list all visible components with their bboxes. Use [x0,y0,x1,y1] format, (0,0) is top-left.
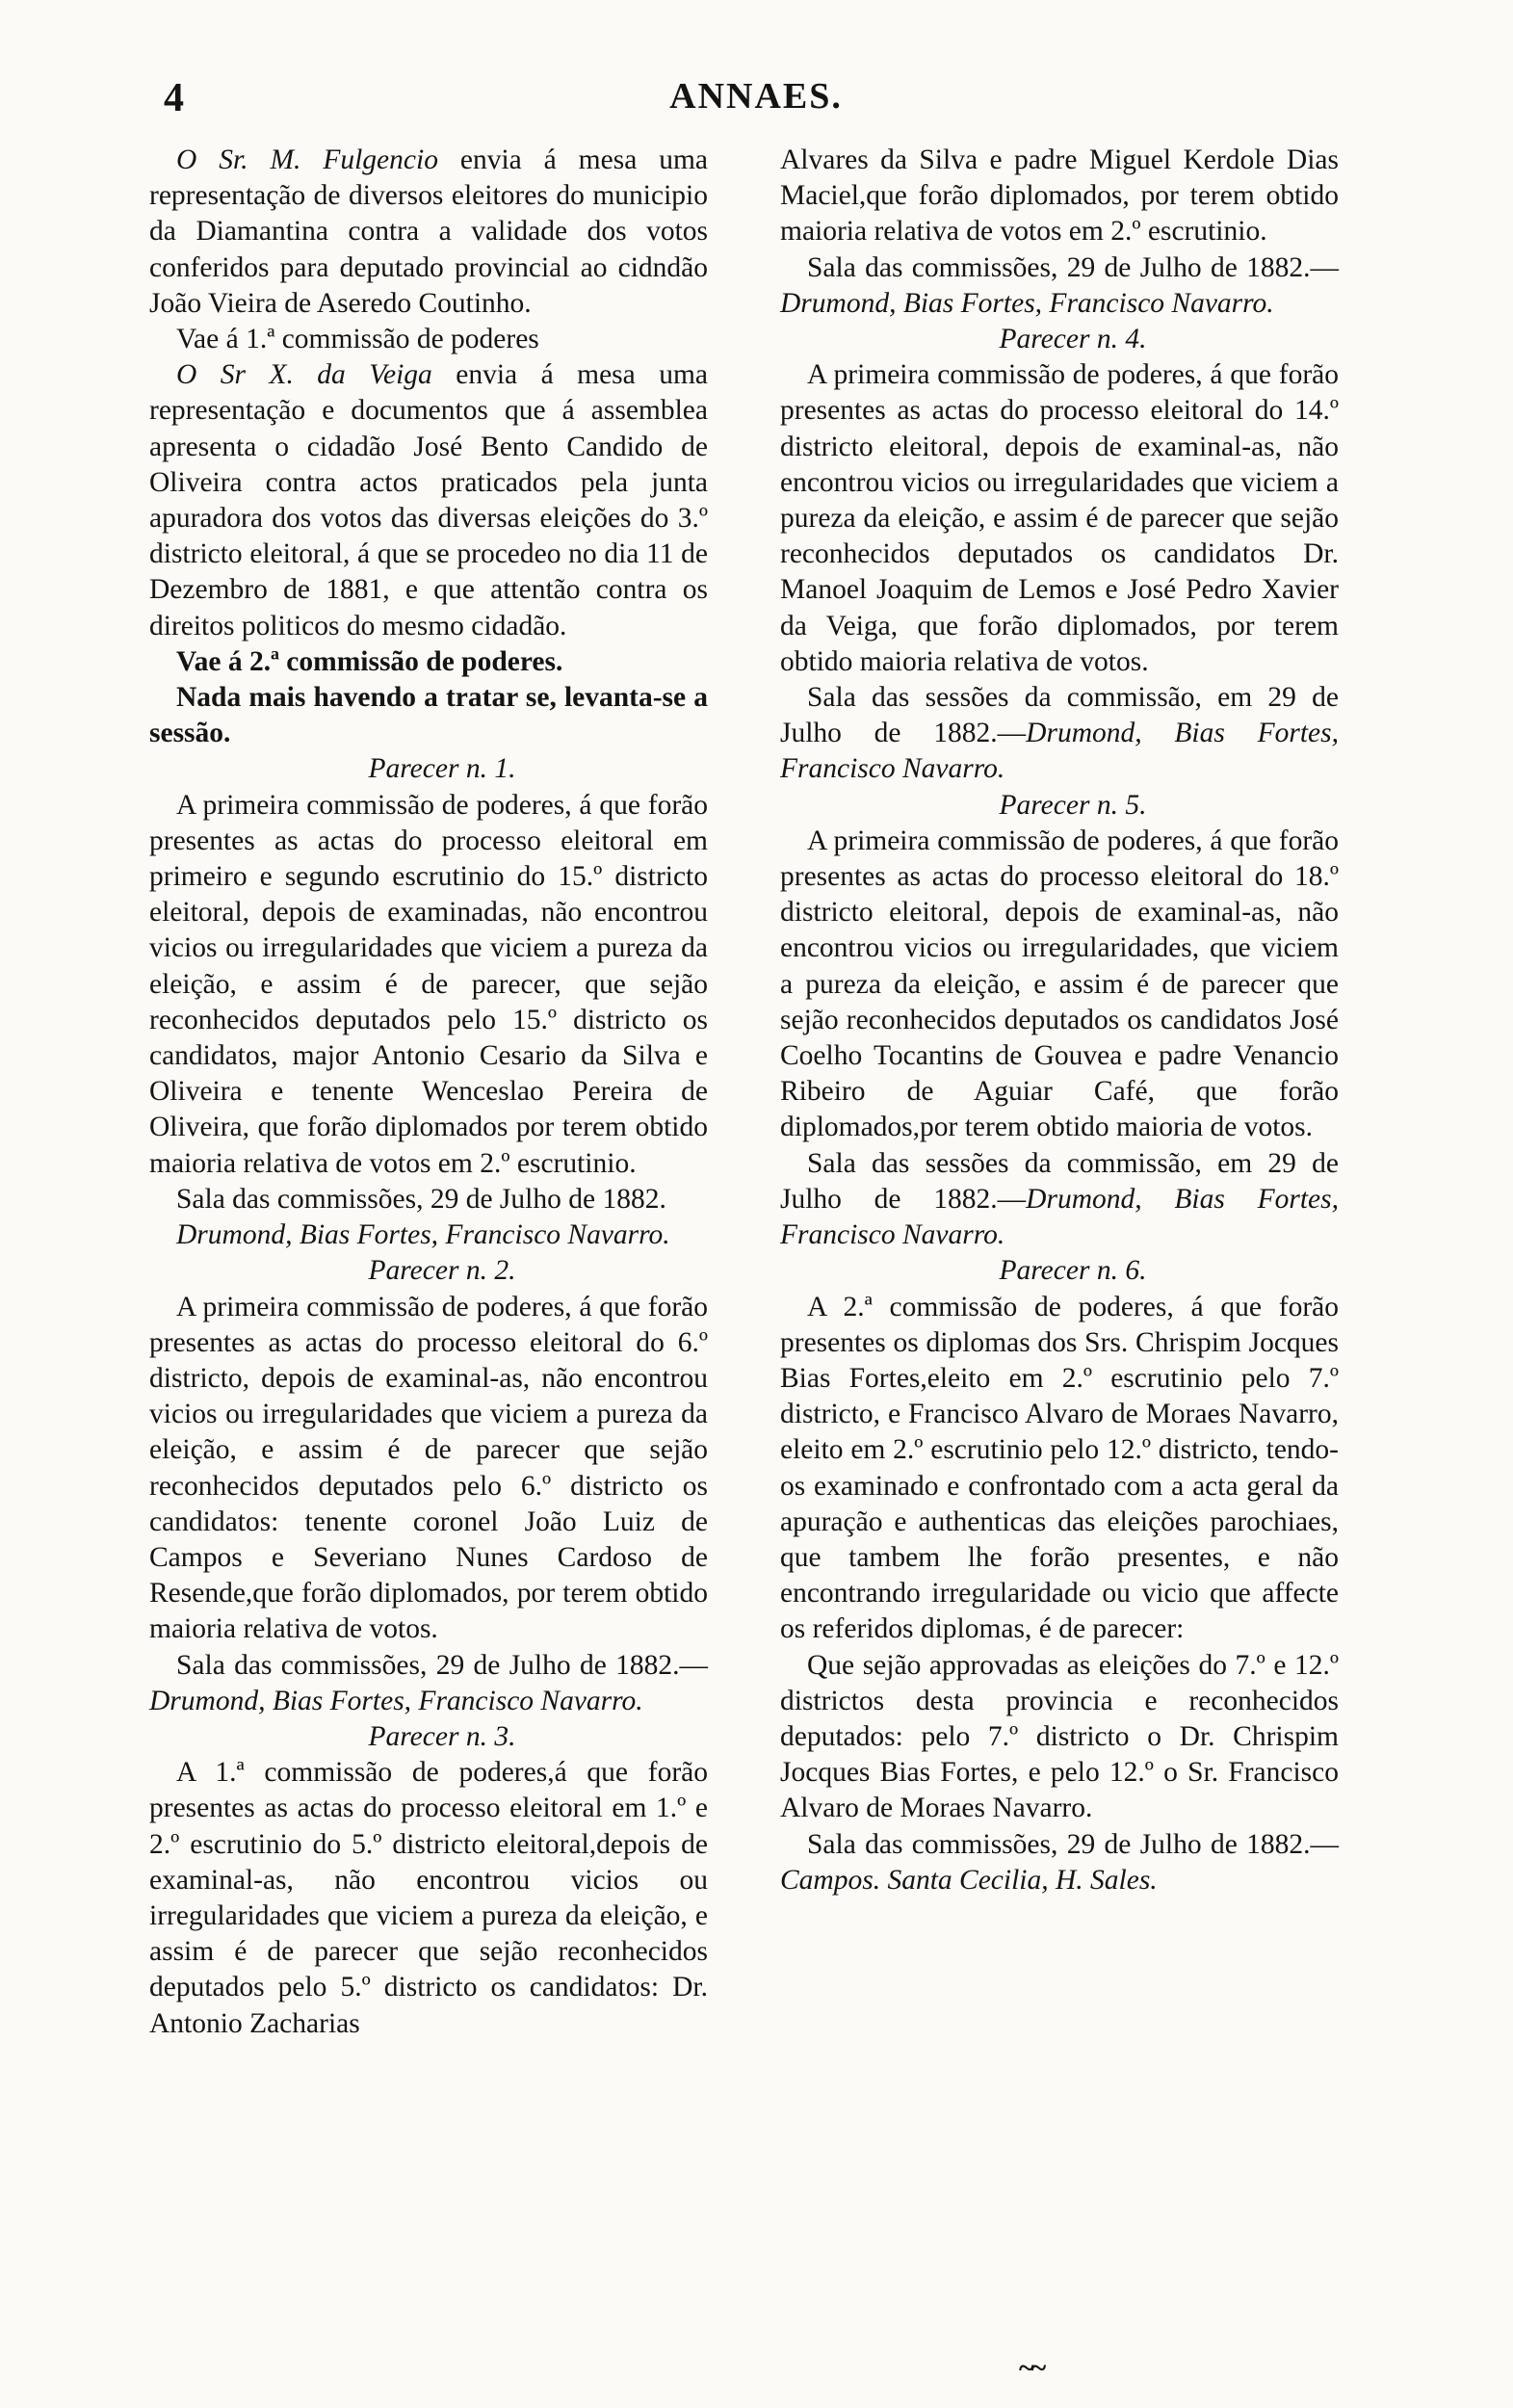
right-column [780,143,1339,1898]
section-heading: Parecer n. 6. [999,1255,1147,1287]
section-heading: Parecer n. 5. [999,789,1147,821]
paragraph: Vae á 2.ª commissão de poderes. [176,645,563,677]
paragraph: Nada mais havendo a tratar se, levanta-se a sessão. [149,682,708,749]
paragraph [780,250,1339,322]
page-number: 4 [164,76,184,120]
section-heading: Parecer n. 1. [368,753,516,785]
paragraph-text: envia á mesa uma representação e documentos que á assemblea apresenta o cidadão José Bento Candido de Oliveira contra actos praticados pela junta apuradora dos votos das diversas eleições do 3.º districto eleitoral, á que se procedeo no dia 11 de Dezembro de 1881, e que attentão contra os direitos politicos do mesmo cidadão. [149,359,708,641]
signatories: Drumond, Bias Fortes, Francisco Navarro. [149,1685,643,1716]
section-heading: Parecer n. 2. [368,1255,516,1287]
page-header [164,75,1348,133]
paragraph: A primeira commissão de poderes, á que forão presentes as actas do processo eleitoral do 14.º districto eleitoral, depois de examinal-as, não encontrou vicios ou irregularidades que viciem a pureza da eleição, e assim é de parecer que sejão reconhecidos deputados os candidatos Dr. Manoel Joaquim de Lemos e José Pedro Xavier da Veiga, que forão diplomados, por terem obtido maioria relativa de votos. [780,359,1339,677]
signatories: Drumond, Bias Fortes, Francisco Navarro. [780,718,1339,785]
paragraph [780,1827,1339,1898]
sign-off-date: Sala das commissões, 29 de Julho de 1882.— [807,251,1339,283]
running-head-title: ANNAES. [669,76,843,117]
signatories: Drumond, Bias Fortes, Francisco Navarro. [780,287,1274,319]
paragraph [149,1648,708,1719]
signatories: Drumond, Bias Fortes, Francisco Navarro. [176,1219,670,1251]
signatories: Campos. Santa Cecilia, H. Sales. [780,1864,1158,1896]
paragraph [149,143,708,322]
paragraph: A primeira commissão de poderes, á que forão presentes as actas do processo eleitoral do 18.º districto eleitoral, depois de examinal-as, não encontrou vicios ou irregularidades, que viciem a pureza da eleição, e assim é de parecer que sejão reconhecidos deputados os candidatos José Coelho Tocantins de Gouvea e padre Venancio Ribeiro de Aguiar Café, que forão diplomados,por terem obtido maioria de votos. [780,824,1339,1143]
sign-off-date: Sala das sessões da commissão, em 29 de Julho de 1882.— [780,682,1339,749]
end-ornament: ~~ [1019,2352,1044,2384]
paragraph: A 2.ª commissão de poderes, á que forão presentes os diplomas dos Srs. Chrispim Jocques Bias Fortes,eleito em 2.º escrutinio pelo 7.º districto, e Francisco Alvaro de Moraes Navarro, eleito em 2.º escrutinio pelo 12.º districto, tendo-os examinado e confrontado com a acta geral da apuração e authenticas das eleições parochiaes, que tambem lhe forão presentes, e não encontrando irregularidade ou vicio que affecte os referidos diplomas, é de parecer: [780,1291,1339,1645]
paragraph: Vae á 1.ª commissão de poderes [176,324,539,355]
paragraph-text: envia á mesa uma representação de diversos eleitores do municipio da Diamantina contra a validade dos votos conferidos para deputado provincial ao cidndão João Vieira de Aseredo Coutinho. [149,144,709,319]
paragraph [149,357,708,644]
speaker-name: O Sr. M. Fulgencio [176,144,438,175]
paragraph: Sala das commissões, 29 de Julho de 1882. [176,1183,666,1215]
speaker-name: O Sr X. da Veiga [176,359,432,391]
section-heading: Parecer n. 4. [999,324,1147,355]
paragraph: A primeira commissão de poderes, á que forão presentes as actas do processo eleitoral do 6.º districto, depois de examinal-as, não encontrou vicios ou irregularidades que viciem a pureza da eleição, e assim é de parecer que sejão reconhecidos deputados pelo 6.º districto os candidatos: tenente coronel João Luiz de Campos e Severiano Nunes Cardoso de Resende,que forão diplomados, por terem obtido maioria relativa de votos. [149,1291,708,1645]
sign-off-date: Sala das commissões, 29 de Julho de 1882.— [176,1649,708,1681]
sign-off-date: Sala das sessões da commissão, em 29 de Julho de 1882.— [780,1147,1339,1215]
paragraph: Alvares da Silva e padre Miguel Kerdole Dias Maciel,que forão diplomados, por terem obtido maioria relativa de votos em 2.º escrutinio. [780,144,1339,248]
paragraph [780,1146,1339,1254]
paragraph: A 1.ª commissão de poderes,á que forão presentes as actas do processo eleitoral em 1.º e 2.º escrutinio do 5.º districto eleitoral,depois de examinal-as, não encontrou vicios ou irregularidades que viciem a pureza da eleição, e assim é de parecer que sejão reconhecidos deputados pelo 5.º districto os candidatos: Dr. Antonio Zacharias [149,1757,708,2039]
paragraph [780,680,1339,788]
paragraph: A primeira commissão de poderes, á que forão presentes as actas do processo eleitoral em primeiro e segundo escrutinio do 15.º districto eleitoral, depois de examinadas, não encontrou vicios ou irregularidades que viciem a pureza da eleição, e assim é de parecer, que sejão reconhecidos deputados pelo 15.º districto os candidatos, major Antonio Cesario da Silva e Oliveira e tenente Wenceslao Pereira de Oliveira, que forão diplomados por terem obtido maioria relativa de votos em 2.º escrutinio. [149,789,708,1179]
section-heading: Parecer n. 3. [368,1720,516,1752]
left-column [149,143,708,2042]
paragraph: Que sejão approvadas as eleições do 7.º e 12.º districtos desta provincia e reconhecidos deputados: pelo 7.º districto o Dr. Chrispim Jocques Bias Fortes, e pelo 12.º o Sr. Francisco Alvaro de Moraes Navarro. [780,1649,1339,1824]
sign-off-date: Sala das commissões, 29 de Julho de 1882.— [807,1828,1339,1860]
signatories: Drumond, Bias Fortes, Francisco Navarro. [780,1183,1339,1251]
